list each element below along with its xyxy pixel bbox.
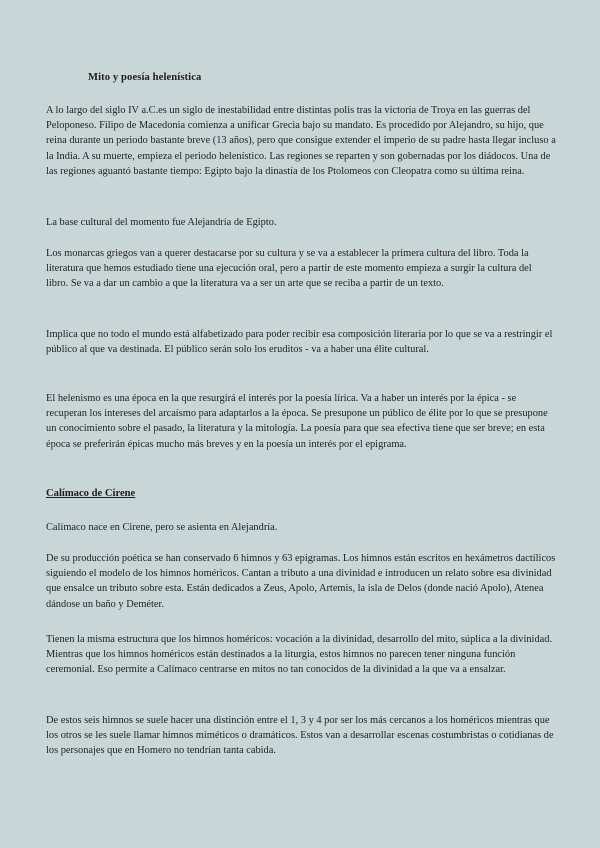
- section-heading-calimaco: Calímaco de Cirene: [46, 488, 136, 499]
- paragraph-calimaco-birth: Calímaco nace en Cirene, pero se asienta en Alejandría.: [46, 522, 278, 533]
- document-title: Mito y poesía helenística: [88, 72, 202, 83]
- paragraph-book-culture: Los monarcas griegos van a querer destacarse por su cultura y se va a establecer la primera cultura del libro. Toda la literatura que hemos estudiado tiene una ejecución oral, pero a partir de este momento empieza a surgir la cultura del libro. Se va a dar un cambio a que la literatura va a ser un arte que se reciba a partir de un texto.: [46, 248, 532, 290]
- paragraph-six-hymns: De estos seis himnos se suele hacer una distinción entre el 1, 3 y 4 por ser los más cercanos a los homéricos mientras que los otros se les suele llamar himnos miméticos o dramáticos. Estos van a desarrollar escenas costumbristas o cotidianas de los personajes que en Homero no tendrían tanta cabida.: [46, 715, 554, 757]
- paragraph-hellenism: El helenismo es una época en la que resurgirá el interés por la poesía lírica. Va a haber un interés por la épica - se recuperan los intereses del arcaísmo para adaptarlos a la época. Se presupone un público de élite por lo que se presupone un conocimiento sobre el pasado, la literatura y la mitología. La poesía para que sea efectiva tiene que ser breve; en esta época se preferirán épicas mucho más breves y en la poesía un interés por el epigrama.: [46, 393, 548, 450]
- paragraph-structure: Tienen la misma estructura que los himnos homéricos: vocación a la divinidad, desarrollo del mito, súplica a la divinidad. Mientras que los himnos homéricos están destinados a la liturgia, estos himnos no parecen tener ninguna función ceremonial. Eso permite a Calímaco centrarse en mitos no tan conocidos de la divinidad a la que va a ensalzar.: [46, 634, 553, 676]
- paragraph-alexandria: La base cultural del momento fue Alejandría de Egipto.: [46, 217, 277, 228]
- paragraph-literacy: Implica que no todo el mundo está alfabetizado para poder recibir esa composición literaria por lo que se va a restringir el público al que va destinada. El público serán solo los eruditos - va a haber una élite cultural.: [46, 329, 553, 356]
- paragraph-production: De su producción poética se han conservado 6 himnos y 63 epigramas. Los himnos están escritos en hexámetros dactílicos siguiendo el modelo de los himnos homéricos. Cantan a tributo a una divinidad e introducen un relato sobre esa divinidad que ensalce un tributo sobre esta. Están dedicados a Zeus, Apolo, Artemis, la isla de Delos (donde nació Apolo), Atenea dándose un baño y Deméter.: [46, 553, 556, 610]
- paragraph-history: A lo largo del siglo IV a.C.es un siglo de inestabilidad entre distintas polis tras la victoria de Troya en las guerras del Peloponeso. Filipo de Macedonia comienza a unificar Grecia bajo su mandato. Es procedido por Alejandro, su hijo, que reina durante un periodo bastante breve (13 años), pero que consigue extender el imperio de su padre hasta llegar incluso a la India. A su muerte, empieza el periodo helenístico. Las regiones se reparten y son gobernadas por los diádocos. Una de las regiones aguantó bastante tiempo: Egipto bajo la dinastía de los Ptolomeos con Cleopatra como su última reina.: [46, 105, 556, 177]
